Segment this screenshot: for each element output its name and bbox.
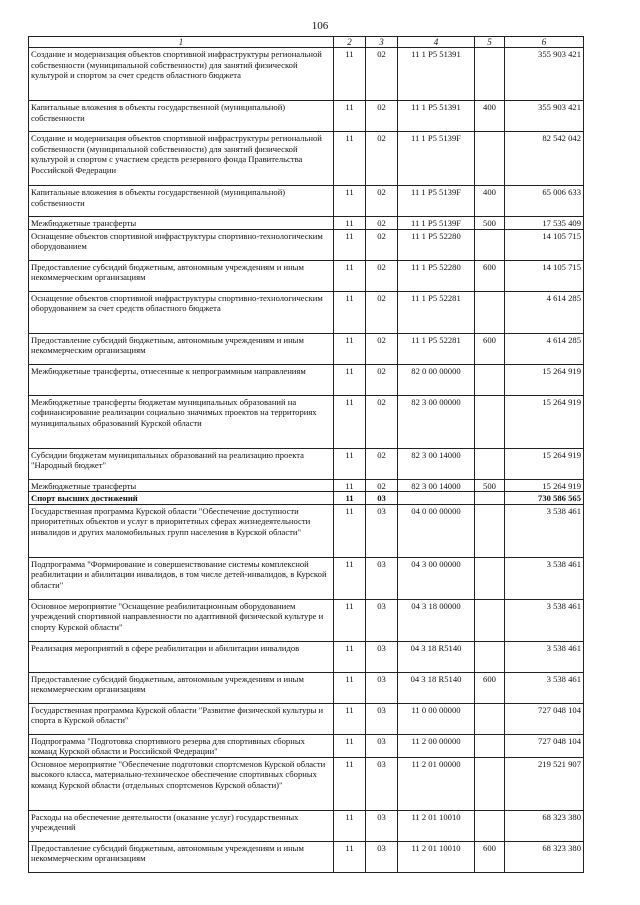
row-amount-cell: 219 521 907 <box>505 757 584 810</box>
row-subsection-cell: 03 <box>366 841 398 872</box>
row-amount-cell: 3 538 461 <box>505 557 584 599</box>
row-target-code-cell: 11 2 01 10010 <box>398 841 475 872</box>
row-amount-cell: 15 264 919 <box>505 448 584 479</box>
row-subsection-cell: 02 <box>366 217 398 230</box>
row-expense-type-cell <box>475 291 505 333</box>
row-expense-type-cell <box>475 757 505 810</box>
table-row <box>29 101 584 132</box>
header-cell-amount: 6 <box>505 37 584 48</box>
row-section-cell: 11 <box>334 599 366 641</box>
budget-table <box>28 36 584 873</box>
row-expense-type-cell <box>475 364 505 395</box>
table-row <box>29 599 584 641</box>
row-expense-type-cell: 600 <box>475 333 505 364</box>
row-target-code-cell: 11 1 P5 52281 <box>398 333 475 364</box>
row-name-cell: Создание и модернизация объектов спортивной инфраструктуры региональной собственности (муниципальной собственности) для занятий физической культурой и спортом с участием средств резервного фонда Правительства Российской Федерации <box>29 132 334 186</box>
row-name-cell: Межбюджетные трансферты, отнесенные к непрограммным направлениям <box>29 364 334 395</box>
row-expense-type-cell: 400 <box>475 186 505 217</box>
table-row <box>29 810 584 841</box>
row-section-cell: 11 <box>334 841 366 872</box>
row-subsection-cell: 02 <box>366 364 398 395</box>
row-expense-type-cell <box>475 504 505 557</box>
row-name-cell: Межбюджетные трансферты <box>29 217 334 230</box>
row-name-cell: Подпрограмма "Формирование и совершенствование системы комплексной реабилитации и абилитации инвалидов, в том числе детей-инвалидов, в Курской области" <box>29 557 334 599</box>
row-name-cell: Спорт высших достижений <box>29 492 334 505</box>
row-subsection-cell: 03 <box>366 599 398 641</box>
row-subsection-cell: 03 <box>366 672 398 703</box>
row-target-code-cell: 04 0 00 00000 <box>398 504 475 557</box>
row-amount-cell: 4 614 285 <box>505 333 584 364</box>
row-name-cell: Оснащение объектов спортивной инфраструктуры спортивно-технологическим оборудованием <box>29 229 334 260</box>
row-amount-cell: 17 535 409 <box>505 217 584 230</box>
row-name-cell: Государственная программа Курской области "Обеспечение доступности приоритетных объектов и услуг в приоритетных сферах жизнедеятельности инвалидов и других маломобильных групп населения в Курской области" <box>29 504 334 557</box>
row-target-code-cell: 04 3 18 00000 <box>398 599 475 641</box>
row-expense-type-cell <box>475 48 505 101</box>
row-expense-type-cell <box>475 734 505 757</box>
row-expense-type-cell <box>475 395 505 448</box>
table-row <box>29 260 584 291</box>
row-expense-type-cell <box>475 448 505 479</box>
table-row <box>29 504 584 557</box>
row-name-cell: Реализация мероприятий в сфере реабилитации и абилитации инвалидов <box>29 641 334 672</box>
row-expense-type-cell <box>475 132 505 186</box>
table-row <box>29 217 584 230</box>
row-amount-cell: 15 264 919 <box>505 395 584 448</box>
row-section-cell: 11 <box>334 333 366 364</box>
row-amount-cell: 3 538 461 <box>505 672 584 703</box>
row-subsection-cell: 03 <box>366 557 398 599</box>
row-name-cell: Предоставление субсидий бюджетным, автономным учреждениям и иным некоммерческим организациям <box>29 333 334 364</box>
row-amount-cell: 730 586 565 <box>505 492 584 505</box>
row-section-cell: 11 <box>334 364 366 395</box>
row-target-code-cell: 11 1 P5 52280 <box>398 229 475 260</box>
row-section-cell: 11 <box>334 229 366 260</box>
row-expense-type-cell <box>475 641 505 672</box>
table-row <box>29 395 584 448</box>
row-section-cell: 11 <box>334 448 366 479</box>
row-name-cell: Основное мероприятие "Оснащение реабилитационным оборудованием учреждений спортивной направленности по адаптивной физической культуре и спорту Курской области" <box>29 599 334 641</box>
row-target-code-cell: 82 3 00 14000 <box>398 448 475 479</box>
table-row <box>29 672 584 703</box>
row-target-code-cell: 11 2 01 00000 <box>398 757 475 810</box>
table-row <box>29 734 584 757</box>
row-name-cell: Капитальные вложения в объекты государственной (муниципальной) собственности <box>29 186 334 217</box>
row-section-cell: 11 <box>334 217 366 230</box>
row-subsection-cell: 03 <box>366 641 398 672</box>
table-row <box>29 48 584 101</box>
row-expense-type-cell <box>475 229 505 260</box>
row-section-cell: 11 <box>334 479 366 492</box>
table-row <box>29 291 584 333</box>
row-amount-cell: 65 006 633 <box>505 186 584 217</box>
row-target-code-cell: 82 3 00 00000 <box>398 395 475 448</box>
page-number: 106 <box>311 20 329 32</box>
table-row <box>29 448 584 479</box>
table-row <box>29 186 584 217</box>
row-expense-type-cell: 400 <box>475 101 505 132</box>
row-target-code-cell: 11 1 P5 5139F <box>398 132 475 186</box>
row-section-cell: 11 <box>334 395 366 448</box>
row-subsection-cell: 03 <box>366 504 398 557</box>
row-target-code-cell: 11 1 P5 5139F <box>398 217 475 230</box>
row-section-cell: 11 <box>334 186 366 217</box>
row-section-cell: 11 <box>334 734 366 757</box>
row-section-cell: 11 <box>334 260 366 291</box>
row-amount-cell: 15 264 919 <box>505 364 584 395</box>
row-amount-cell: 14 105 715 <box>505 260 584 291</box>
header-cell-name: 1 <box>29 37 334 48</box>
row-amount-cell: 14 105 715 <box>505 229 584 260</box>
row-name-cell: Расходы на обеспечение деятельности (оказание услуг) государственных учреждений <box>29 810 334 841</box>
row-target-code-cell: 11 1 P5 5139F <box>398 186 475 217</box>
row-target-code-cell <box>398 492 475 505</box>
table-header-row <box>29 37 584 48</box>
row-expense-type-cell <box>475 492 505 505</box>
row-section-cell: 11 <box>334 757 366 810</box>
table-row <box>29 641 584 672</box>
row-expense-type-cell: 500 <box>475 217 505 230</box>
row-name-cell: Предоставление субсидий бюджетным, автономным учреждениям и иным некоммерческим организациям <box>29 260 334 291</box>
row-name-cell: Межбюджетные трансферты <box>29 479 334 492</box>
row-expense-type-cell: 600 <box>475 841 505 872</box>
row-amount-cell: 3 538 461 <box>505 504 584 557</box>
row-subsection-cell: 03 <box>366 492 398 505</box>
row-target-code-cell: 82 0 00 00000 <box>398 364 475 395</box>
row-expense-type-cell <box>475 810 505 841</box>
row-name-cell: Государственная программа Курской области "Развитие физической культуры и спорта в Курской области" <box>29 703 334 734</box>
row-name-cell: Предоставление субсидий бюджетным, автономным учреждениям и иным некоммерческим организациям <box>29 841 334 872</box>
row-name-cell: Основное мероприятие "Обеспечение подготовки спортсменов Курской области высокого класса, материально-техническое обеспечение спортивных сборных команд Курской области (отдельных спортсменов Курской области)" <box>29 757 334 810</box>
row-section-cell: 11 <box>334 291 366 333</box>
row-amount-cell: 355 903 421 <box>505 101 584 132</box>
row-amount-cell: 355 903 421 <box>505 48 584 101</box>
row-amount-cell: 727 048 104 <box>505 703 584 734</box>
row-subsection-cell: 02 <box>366 48 398 101</box>
table-row <box>29 492 584 505</box>
table-row <box>29 364 584 395</box>
table-row <box>29 841 584 872</box>
row-section-cell: 11 <box>334 48 366 101</box>
row-section-cell: 11 <box>334 810 366 841</box>
row-name-cell: Создание и модернизация объектов спортивной инфраструктуры региональной собственности (муниципальной собственности) для занятий физической культурой и спортом за счет средств областного бюджета <box>29 48 334 101</box>
row-target-code-cell: 11 1 P5 52280 <box>398 260 475 291</box>
row-section-cell: 11 <box>334 132 366 186</box>
row-name-cell: Подпрограмма "Подготовка спортивного резерва для спортивных сборных команд Курской области и Российской Федерации" <box>29 734 334 757</box>
row-amount-cell: 4 614 285 <box>505 291 584 333</box>
table-row <box>29 229 584 260</box>
row-amount-cell: 68 323 380 <box>505 810 584 841</box>
row-expense-type-cell: 600 <box>475 672 505 703</box>
row-subsection-cell: 02 <box>366 101 398 132</box>
table-row <box>29 132 584 186</box>
row-target-code-cell: 11 1 P5 51391 <box>398 101 475 132</box>
row-amount-cell: 3 538 461 <box>505 641 584 672</box>
row-name-cell: Предоставление субсидий бюджетным, автономным учреждениям и иным некоммерческим организациям <box>29 672 334 703</box>
row-amount-cell: 727 048 104 <box>505 734 584 757</box>
row-section-cell: 11 <box>334 641 366 672</box>
row-expense-type-cell: 600 <box>475 260 505 291</box>
row-target-code-cell: 04 3 00 00000 <box>398 557 475 599</box>
table-row <box>29 333 584 364</box>
row-subsection-cell: 02 <box>366 291 398 333</box>
row-subsection-cell: 02 <box>366 260 398 291</box>
table-row <box>29 703 584 734</box>
row-expense-type-cell <box>475 703 505 734</box>
row-section-cell: 11 <box>334 703 366 734</box>
row-name-cell: Капитальные вложения в объекты государственной (муниципальной) собственности <box>29 101 334 132</box>
row-target-code-cell: 11 2 01 10010 <box>398 810 475 841</box>
row-name-cell: Оснащение объектов спортивной инфраструктуры спортивно-технологическим оборудованием за счет средств областного бюджета <box>29 291 334 333</box>
row-subsection-cell: 03 <box>366 810 398 841</box>
row-subsection-cell: 02 <box>366 229 398 260</box>
table-row <box>29 557 584 599</box>
row-target-code-cell: 04 3 18 R5140 <box>398 672 475 703</box>
row-target-code-cell: 82 3 00 14000 <box>398 479 475 492</box>
row-subsection-cell: 02 <box>366 186 398 217</box>
row-subsection-cell: 02 <box>366 132 398 186</box>
row-name-cell: Субсидии бюджетам муниципальных образований на реализацию проекта "Народный бюджет" <box>29 448 334 479</box>
row-subsection-cell: 02 <box>366 395 398 448</box>
row-subsection-cell: 02 <box>366 448 398 479</box>
row-target-code-cell: 11 0 00 00000 <box>398 703 475 734</box>
header-cell-section: 2 <box>334 37 366 48</box>
row-section-cell: 11 <box>334 101 366 132</box>
row-subsection-cell: 02 <box>366 333 398 364</box>
row-section-cell: 11 <box>334 672 366 703</box>
row-target-code-cell: 11 2 00 00000 <box>398 734 475 757</box>
row-amount-cell: 3 538 461 <box>505 599 584 641</box>
header-cell-target-code: 4 <box>398 37 475 48</box>
row-amount-cell: 68 323 380 <box>505 841 584 872</box>
header-cell-expense-type: 5 <box>475 37 505 48</box>
row-amount-cell: 82 542 042 <box>505 132 584 186</box>
row-section-cell: 11 <box>334 557 366 599</box>
header-cell-subsection: 3 <box>366 37 398 48</box>
row-amount-cell: 15 264 919 <box>505 479 584 492</box>
row-section-cell: 11 <box>334 504 366 557</box>
row-subsection-cell: 03 <box>366 757 398 810</box>
row-subsection-cell: 02 <box>366 479 398 492</box>
row-target-code-cell: 11 1 P5 52281 <box>398 291 475 333</box>
row-expense-type-cell: 500 <box>475 479 505 492</box>
row-target-code-cell: 04 3 18 R5140 <box>398 641 475 672</box>
row-section-cell: 11 <box>334 492 366 505</box>
row-subsection-cell: 03 <box>366 734 398 757</box>
row-subsection-cell: 03 <box>366 703 398 734</box>
row-target-code-cell: 11 1 P5 51391 <box>398 48 475 101</box>
row-expense-type-cell <box>475 599 505 641</box>
row-expense-type-cell <box>475 557 505 599</box>
row-name-cell: Межбюджетные трансферты бюджетам муниципальных образований на софинансирование реализации социально значимых проектов на территориях муниципальных образований Курской области <box>29 395 334 448</box>
table-row <box>29 479 584 492</box>
table-row <box>29 757 584 810</box>
